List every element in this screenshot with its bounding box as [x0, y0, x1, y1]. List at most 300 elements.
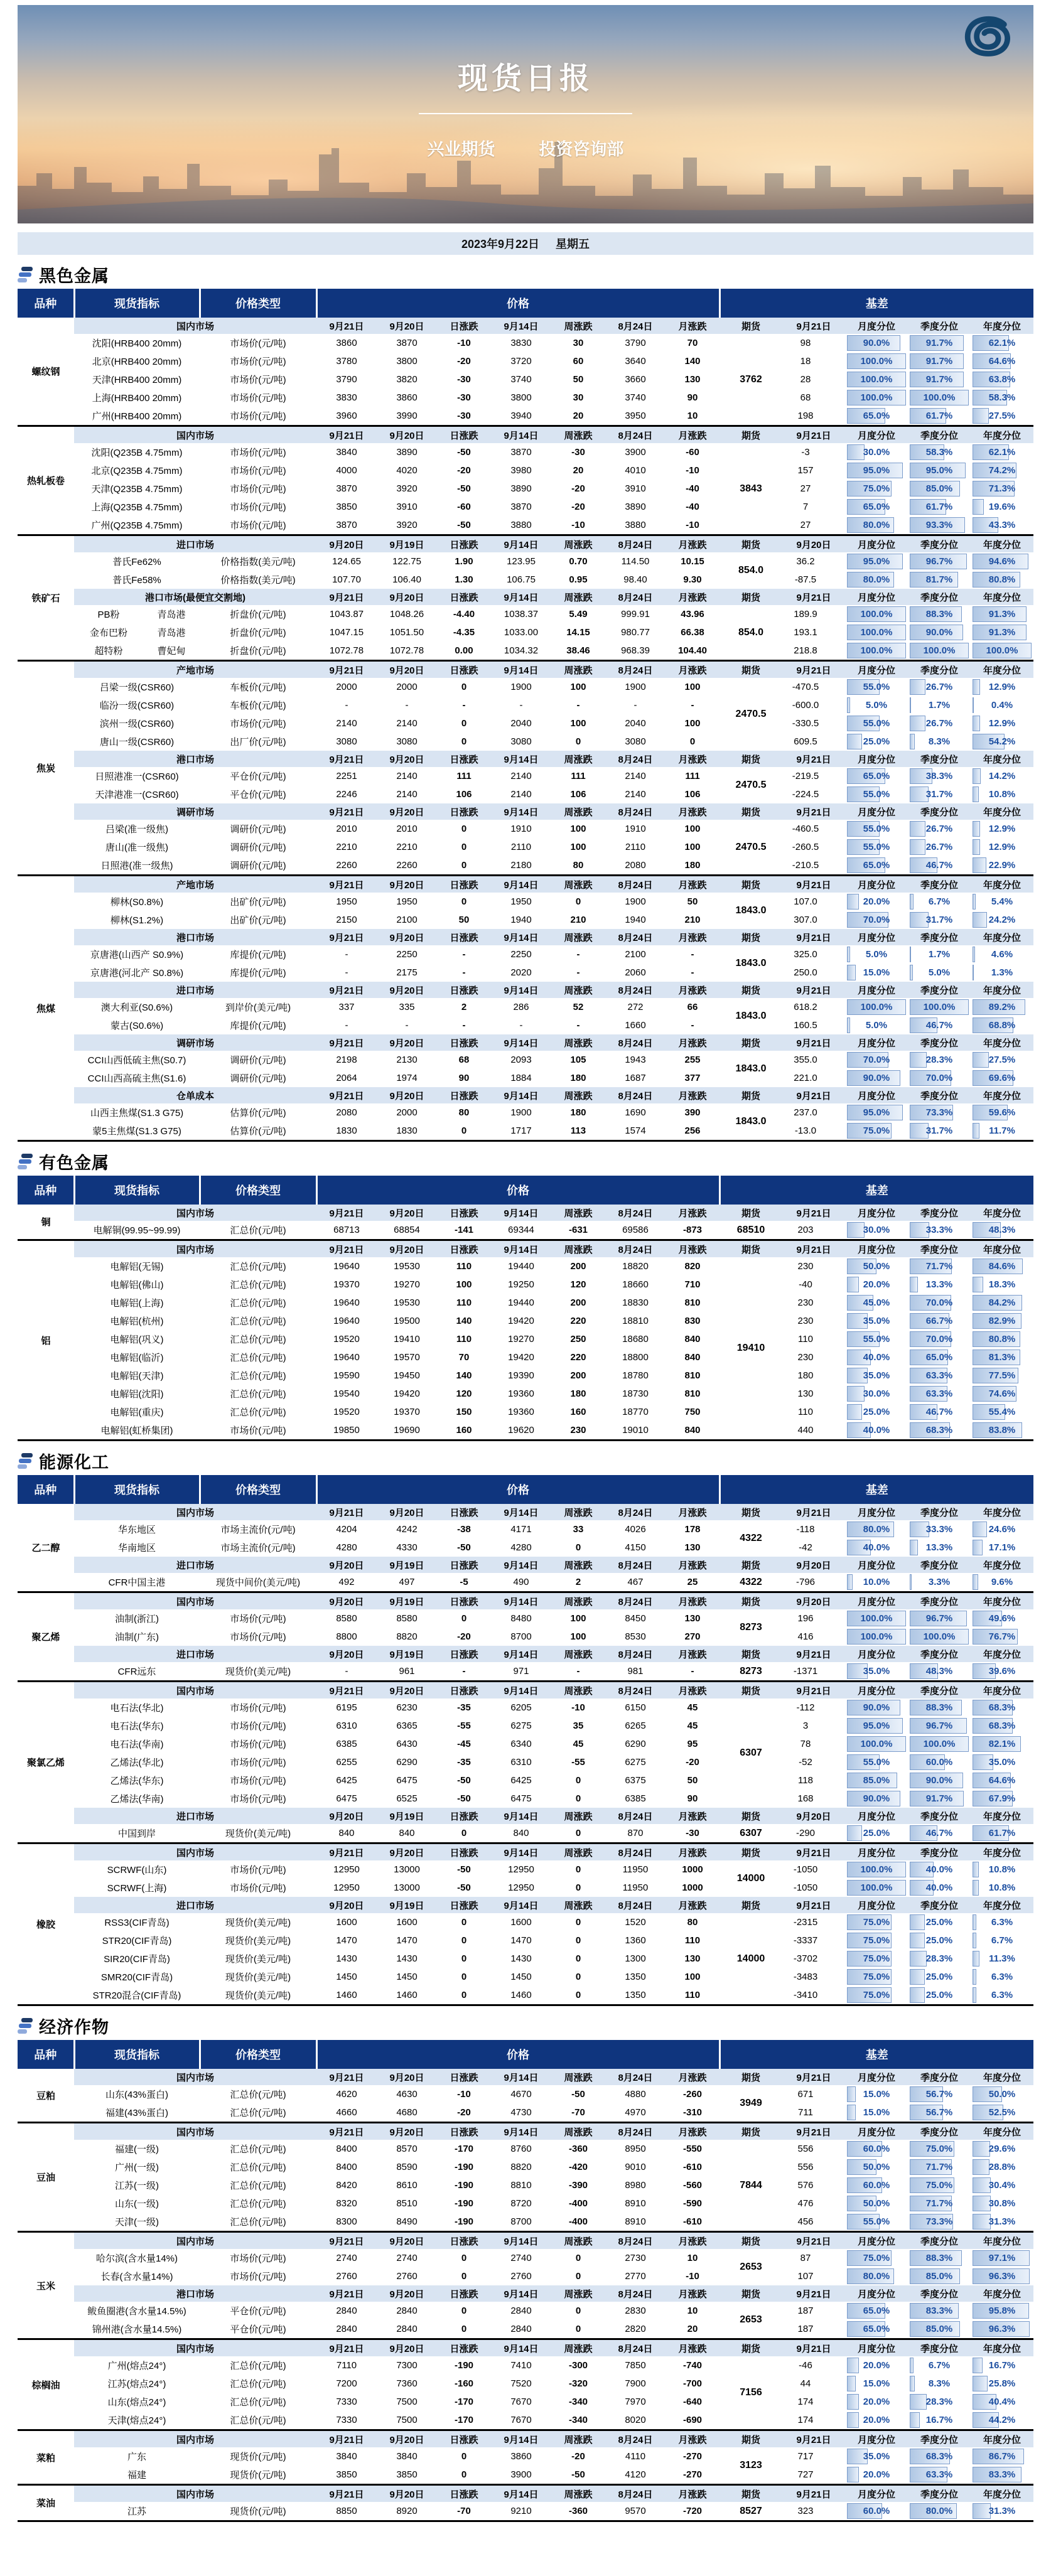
- subheader-col-label: 9月20日: [377, 2486, 437, 2502]
- percentile-bar-cell: [910, 1258, 969, 1274]
- price-d24-cell: 981: [627, 1666, 644, 1677]
- subheader-col-label: 年度分位: [971, 2069, 1033, 2085]
- week-change-cell: 113: [570, 1125, 586, 1136]
- price-d24-cell: 18680: [622, 1334, 649, 1344]
- data-row: [18, 2249, 1033, 2267]
- month-change-cell: 100: [684, 682, 701, 692]
- price-d14-cell: 12950: [508, 1864, 534, 1875]
- percentile-value: 12.9%: [988, 842, 1016, 852]
- price-type-cell: 市场价(元/吨): [230, 1721, 286, 1732]
- subheader-col-label: 月度分位: [845, 1034, 908, 1051]
- percentile-bar-cell: [973, 444, 1032, 460]
- price-d2-cell: 2250: [396, 949, 418, 960]
- yearly-percentile-cell: [971, 1717, 1033, 1735]
- subheader-col-label: 月度分位: [845, 2285, 908, 2302]
- bullet-bar: [18, 1165, 27, 1169]
- section-header-table: [18, 2040, 1033, 2069]
- day-change-cell: -20: [457, 1631, 471, 1642]
- percentile-bar-cell: [910, 1070, 969, 1086]
- price-d24-cell: 8530: [625, 1631, 646, 1642]
- subheader-col-label: 月度分位: [845, 1682, 908, 1699]
- percentile-bar-cell: [847, 463, 906, 478]
- quarterly-percentile-cell: [908, 963, 971, 982]
- subheader-col-label: 9月20日: [377, 1205, 437, 1221]
- subheader-col-label: 期货: [720, 2233, 782, 2249]
- indicator-cell: 上海(HRB400 20mm): [92, 393, 182, 404]
- basis-value-cell: 87: [800, 2253, 811, 2263]
- percentile-bar-cell: [847, 857, 906, 873]
- percentile-value: 90.0%: [925, 627, 953, 638]
- yearly-percentile-cell: [971, 820, 1033, 838]
- price-type-cell: 调研价(元/吨): [230, 861, 286, 871]
- percentile-bar-cell: [910, 2177, 969, 2193]
- month-change-cell: -: [691, 967, 694, 978]
- company-logo-icon: [959, 15, 1017, 59]
- month-change-cell: 10: [687, 2253, 698, 2263]
- futures-price-cell: 3949: [740, 2098, 762, 2108]
- price-d2-cell: 13000: [394, 1882, 420, 1893]
- data-row: [18, 696, 1033, 714]
- subheader-col-label: 9月21日: [782, 982, 845, 998]
- percentile-bar-cell: [910, 463, 969, 478]
- monthly-percentile-cell: [845, 1662, 908, 1680]
- percentile-bar-cell: [847, 372, 906, 387]
- monthly-percentile-cell: [845, 1016, 908, 1034]
- percentile-value: 55.0%: [863, 2216, 890, 2227]
- percentile-value: 15.0%: [863, 2378, 890, 2389]
- percentile-value: 17.1%: [988, 1542, 1016, 1553]
- subheader-col-label: 日涨跌: [437, 876, 491, 893]
- basis-value-cell: -224.5: [792, 789, 819, 800]
- percentile-value: 65.0%: [863, 2305, 890, 2316]
- week-change-cell: -: [576, 1666, 580, 1677]
- day-change-cell: 0: [461, 2305, 467, 2316]
- percentile-value: 55.0%: [863, 1334, 890, 1344]
- day-change-cell: -190: [455, 2198, 474, 2209]
- subheader-col-label: 日涨跌: [437, 1034, 491, 1051]
- percentile-bar-cell: [973, 1540, 1032, 1555]
- subheader-col-label: 8月24日: [605, 1557, 666, 1573]
- percentile-value: 85.0%: [863, 1775, 890, 1786]
- week-change-cell: -: [576, 967, 580, 978]
- week-change-cell: 220: [570, 1316, 586, 1326]
- price-d24-cell: 18810: [622, 1316, 649, 1326]
- subheader-col-label: 月涨跌: [666, 2486, 720, 2502]
- percentile-bar-cell: [973, 2214, 1032, 2230]
- percentile-value: 25.0%: [863, 1828, 890, 1838]
- commodity-group: [18, 1504, 1033, 1593]
- market-subheader-row: [18, 2285, 1033, 2302]
- commodity-group: [18, 1682, 1033, 1844]
- commodity-table: [18, 1205, 1033, 1239]
- basis-value-cell: 180: [797, 1370, 814, 1381]
- percentile-value: 64.6%: [988, 356, 1016, 367]
- basis-value-cell: 107.0: [794, 896, 817, 907]
- monthly-percentile-cell: [845, 1294, 908, 1312]
- price-d24-cell: 1574: [625, 1125, 646, 1136]
- subheader-col-label: 日涨跌: [437, 589, 491, 605]
- subheader-col-label: 年度分位: [971, 2123, 1033, 2140]
- percentile-value: 71.7%: [925, 1261, 953, 1272]
- month-change-cell: 810: [684, 1297, 701, 1308]
- percentile-value: 74.6%: [988, 1388, 1016, 1399]
- subheader-col-label: 年度分位: [971, 2285, 1033, 2302]
- percentile-bar-cell: [847, 1052, 906, 1068]
- price-d2-cell: -: [405, 1020, 409, 1031]
- percentile-value: 40.0%: [863, 1425, 890, 1436]
- percentile-bar-cell: [847, 517, 906, 533]
- subheader-col-label: 周涨跌: [551, 1205, 605, 1221]
- month-change-cell: 710: [684, 1279, 701, 1290]
- percentile-value: 82.9%: [988, 1316, 1016, 1326]
- percentile-value: 25.0%: [925, 1917, 953, 1928]
- variety-cell: 螺纹钢: [18, 318, 74, 425]
- percentile-value: 88.3%: [925, 609, 953, 620]
- week-change-cell: -20: [571, 483, 585, 494]
- data-row: [18, 1790, 1033, 1808]
- subheader-col-label: 期货: [720, 1034, 782, 1051]
- percentile-value: 100.0%: [860, 1002, 893, 1012]
- subheader-col-label: 年度分位: [971, 1808, 1033, 1824]
- percentile-bar-cell: [973, 1313, 1032, 1329]
- indicator-cell: 沈阳(HRB400 20mm): [92, 338, 182, 349]
- price-d14-cell: 9210: [510, 2506, 532, 2516]
- market-subheader-row: [18, 2431, 1033, 2447]
- percentile-bar-cell: [847, 2268, 906, 2284]
- basis-value-cell: 609.5: [794, 736, 817, 747]
- subheader-col-label: 月涨跌: [666, 1557, 720, 1573]
- subheader-col-label: 年度分位: [971, 589, 1033, 605]
- price-d24-cell: 2080: [625, 860, 646, 871]
- subheader-col-label: 9月20日: [377, 751, 437, 767]
- futures-price-cell: 6307: [740, 1827, 762, 1838]
- price-type-cell: 折盘价(元/吨): [230, 609, 286, 620]
- data-row: [18, 1931, 1033, 1950]
- price-d2-cell: 7300: [396, 2360, 418, 2371]
- week-change-cell: 50: [573, 374, 584, 385]
- monthly-percentile-cell: [845, 2447, 908, 2466]
- data-row: [18, 2356, 1033, 2375]
- percentile-value: 100.0%: [860, 392, 893, 403]
- day-change-cell: 0: [461, 718, 467, 729]
- price-d14-cell: 8720: [510, 2198, 532, 2209]
- futures-price-cell: 2470.5: [735, 709, 767, 719]
- subheader-col-label: 期货: [720, 662, 782, 678]
- week-change-cell: 0: [575, 1972, 581, 1982]
- percentile-bar-cell: [910, 408, 969, 424]
- price-type-cell: 市场价(元/吨): [230, 520, 286, 531]
- subheader-col-label: 月度分位: [845, 2123, 908, 2140]
- subheader-col-label: 周涨跌: [551, 2431, 605, 2447]
- futures-price-cell: 854.0: [738, 626, 764, 638]
- data-row: [18, 1520, 1033, 1538]
- week-change-cell: -420: [569, 2162, 588, 2172]
- price-d14-cell: 2140: [510, 771, 532, 781]
- day-change-cell: -45: [457, 1739, 471, 1749]
- data-row: [18, 2140, 1033, 2158]
- percentile-bar-cell: [847, 499, 906, 515]
- month-change-cell: -: [691, 700, 694, 711]
- day-change-cell: 70: [458, 1352, 470, 1363]
- market-label: 国内市场: [74, 2486, 316, 2502]
- subheader-col-label: 9月20日: [782, 536, 845, 552]
- percentile-bar-cell: [910, 734, 969, 749]
- percentile-bar-cell: [847, 716, 906, 731]
- price-d14-cell: 19360: [508, 1388, 534, 1399]
- indicator-cell: 广东: [127, 2452, 146, 2462]
- subheader-col-label: 日涨跌: [437, 929, 491, 945]
- price-type-cell: 汇总价(元/吨): [230, 2199, 286, 2209]
- percentile-value: 67.9%: [988, 1793, 1016, 1804]
- basis-value-cell: 3: [802, 1720, 809, 1731]
- futures-price-cell: 8273: [740, 1622, 762, 1633]
- subheader-col-label: 9月20日: [377, 662, 437, 678]
- price-d24-cell: 4110: [625, 2451, 646, 2462]
- day-change-cell: 0: [461, 1935, 467, 1946]
- indicator-cell: 电解铝(巩义): [110, 1334, 164, 1345]
- price-d14-cell: 3860: [510, 2451, 532, 2462]
- commodity-table: [18, 2069, 1033, 2122]
- subheader-col-label: 9月21日: [316, 2069, 377, 2085]
- subheader-col-label: 年度分位: [971, 929, 1033, 945]
- subheader-col-label: 日涨跌: [437, 2431, 491, 2447]
- percentile-bar-cell: [910, 2394, 969, 2410]
- subheader-col-label: 周涨跌: [551, 2340, 605, 2356]
- price-d2-cell: 2130: [396, 1055, 418, 1065]
- basis-value-cell: 193.1: [794, 627, 817, 638]
- subheader-col-label: 9月21日: [782, 751, 845, 767]
- percentile-value: 38.3%: [925, 771, 953, 781]
- price-d14-cell: 1717: [510, 1125, 532, 1136]
- data-row: [18, 678, 1033, 696]
- subheader-col-label: 9月21日: [782, 1682, 845, 1699]
- subheader-col-label: 9月20日: [782, 1808, 845, 1824]
- indicator-cell: 山东(熔点24°): [107, 2397, 166, 2408]
- day-change-cell: -190: [455, 2180, 474, 2191]
- yearly-percentile-cell: [971, 963, 1033, 982]
- indicator-cell: 华东地区: [117, 1525, 156, 1535]
- subheader-col-label: 9月20日: [316, 1808, 377, 1824]
- basis-value-cell: 476: [797, 2198, 814, 2209]
- indicator-cell: 滨州一级(CSR60): [99, 719, 175, 729]
- percentile-value: 28.3%: [925, 2396, 953, 2407]
- quarterly-percentile-cell: [908, 1735, 971, 1753]
- price-d24-cell: 8450: [625, 1613, 646, 1624]
- percentile-value: 16.7%: [988, 2360, 1016, 2371]
- price-d1-cell: 19850: [333, 1425, 360, 1436]
- indicator-cell: 普氏Fe58%: [112, 575, 161, 586]
- variety-cell: 铝: [18, 1241, 74, 1439]
- day-change-cell: 0: [461, 1953, 467, 1964]
- price-d2-cell: 4020: [396, 465, 418, 476]
- quarterly-percentile-cell: [908, 1403, 971, 1421]
- percentile-bar-cell: [847, 2105, 906, 2120]
- market-subheader-row: [18, 1557, 1033, 1573]
- percentile-value: 75.0%: [863, 1990, 890, 2000]
- percentile-bar-cell: [973, 606, 1032, 622]
- week-change-cell: 105: [570, 1055, 586, 1065]
- price-d24-cell: 18820: [622, 1261, 649, 1272]
- subheader-col-label: 月度分位: [845, 1087, 908, 1103]
- basis-value-cell: -219.5: [792, 771, 819, 781]
- monthly-percentile-cell: [845, 1860, 908, 1879]
- subheader-col-label: 季度分位: [908, 662, 971, 678]
- monthly-percentile-cell: [845, 1699, 908, 1717]
- percentile-value: 91.7%: [925, 1793, 953, 1804]
- subheader-col-label: 9月14日: [491, 1682, 551, 1699]
- month-change-cell: -610: [683, 2162, 703, 2172]
- day-change-cell: -: [462, 700, 466, 711]
- percentile-value: 75.0%: [863, 2253, 890, 2263]
- subheader-col-label: 周涨跌: [551, 536, 605, 552]
- percentile-bar-cell: [910, 1629, 969, 1645]
- month-change-cell: -720: [683, 2506, 703, 2516]
- day-change-cell: 110: [456, 1297, 472, 1308]
- percentile-value: 28.3%: [925, 1953, 953, 1964]
- subheader-col-label: 8月24日: [605, 1034, 666, 1051]
- subheader-col-label: 期货: [720, 536, 782, 552]
- percentile-bar-cell: [847, 1611, 906, 1626]
- yearly-percentile-cell: [971, 1860, 1033, 1879]
- subheader-col-label: 周涨跌: [551, 1897, 605, 1913]
- subheader-col-label: 9月21日: [316, 2285, 377, 2302]
- month-change-cell: 1000: [682, 1864, 703, 1875]
- market-label: 国内市场: [74, 2123, 316, 2140]
- data-row: [18, 1950, 1033, 1968]
- subheader-col-label: 月度分位: [845, 318, 908, 334]
- price-d1-cell: 2010: [336, 824, 357, 834]
- percentile-value: 96.3%: [988, 2271, 1016, 2282]
- week-change-cell: 0: [575, 2324, 581, 2334]
- market-subheader-row: [18, 2340, 1033, 2356]
- basis-value-cell: 157: [797, 465, 814, 476]
- yearly-percentile-cell: [971, 767, 1033, 785]
- subheader-col-label: 9月21日: [316, 1241, 377, 1257]
- indicator-cell: CCI山西低硫主焦(S0.7): [87, 1055, 186, 1066]
- quarterly-percentile-cell: [908, 2502, 971, 2520]
- commodity-group: [18, 2123, 1033, 2233]
- quarterly-percentile-cell: [908, 407, 971, 425]
- subheader-col-label: 年度分位: [971, 427, 1033, 443]
- price-d1-cell: 8850: [336, 2506, 357, 2516]
- month-change-cell: -10: [686, 2271, 699, 2282]
- percentile-bar-cell: [847, 1574, 906, 1590]
- price-d2-cell: 2175: [396, 967, 418, 978]
- price-d14-cell: 19440: [508, 1297, 534, 1308]
- yearly-percentile-cell: [971, 2302, 1033, 2320]
- percentile-bar-cell: [910, 606, 969, 622]
- month-change-cell: -40: [686, 483, 699, 494]
- market-subheader-row: [18, 982, 1033, 998]
- price-d2-cell: 2010: [396, 824, 418, 834]
- price-d1-cell: 8400: [336, 2144, 357, 2154]
- percentile-bar-cell: [910, 716, 969, 731]
- price-d1-cell: 12950: [333, 1882, 360, 1893]
- day-change-cell: -20: [457, 2107, 471, 2118]
- indicator-cell: SCRWF(山东): [107, 1865, 167, 1876]
- percentile-value: 75.0%: [863, 1917, 890, 1928]
- percentile-value: 1.7%: [928, 700, 951, 711]
- price-type-cell: 汇总价(元/吨): [230, 2361, 286, 2371]
- variety-cell: 热轧板卷: [18, 427, 74, 534]
- day-change-cell: 160: [456, 1425, 472, 1436]
- subheader-col-label: 月涨跌: [666, 929, 720, 945]
- month-change-cell: 90: [687, 392, 698, 403]
- price-d1-cell: 2760: [336, 2271, 357, 2282]
- percentile-bar-cell: [910, 999, 969, 1015]
- percentile-bar-cell: [910, 1718, 969, 1734]
- yearly-percentile-cell: [971, 856, 1033, 874]
- indicator-cell: 澳大利亚(S0.6%): [100, 1002, 173, 1013]
- bullet-bar: [18, 278, 27, 282]
- week-change-cell: 0: [575, 1864, 581, 1875]
- yearly-percentile-cell: [971, 641, 1033, 660]
- commodity-group: [18, 876, 1033, 1142]
- data-row: [18, 1421, 1033, 1439]
- percentile-value: 30.0%: [863, 1225, 890, 1235]
- percentile-value: 35.0%: [988, 1757, 1016, 1768]
- month-change-cell: 66: [687, 1002, 698, 1012]
- commodity-table: [18, 2123, 1033, 2231]
- week-change-cell: 180: [570, 1107, 586, 1118]
- subheader-col-label: 年度分位: [971, 1504, 1033, 1520]
- subheader-col-label: 月涨跌: [666, 2340, 720, 2356]
- variety-cell: 玉米: [18, 2233, 74, 2338]
- subheader-col-label: 月度分位: [845, 1241, 908, 1257]
- price-d24-cell: 4120: [625, 2469, 646, 2480]
- subheader-col-label: 8月24日: [605, 1646, 666, 1662]
- percentile-value: 28.3%: [925, 1055, 953, 1065]
- price-type-cell: 价格指数(美元/吨): [220, 575, 296, 586]
- percentile-value: 61.7%: [988, 1828, 1016, 1838]
- week-change-cell: 111: [571, 771, 586, 781]
- price-d1-cell: 8800: [336, 1631, 357, 1642]
- percentile-bar-cell: [973, 2268, 1032, 2284]
- subheader-col-label: 周涨跌: [551, 876, 605, 893]
- yearly-percentile-cell: [971, 443, 1033, 461]
- subheader-col-label: 月涨跌: [666, 876, 720, 893]
- price-d1-cell: 4000: [336, 465, 357, 476]
- basis-value-cell: 110: [798, 1334, 813, 1344]
- monthly-percentile-cell: [845, 2466, 908, 2484]
- percentile-bar-cell: [910, 857, 969, 873]
- monthly-percentile-cell: [845, 1312, 908, 1330]
- percentile-bar-cell: [910, 353, 969, 369]
- price-d14-cell: 3740: [510, 374, 532, 385]
- week-change-cell: -55: [571, 1757, 585, 1768]
- price-type-cell: 汇总价(元/吨): [230, 1353, 286, 1363]
- price-d24-cell: 3640: [625, 356, 646, 367]
- subheader-col-label: 日涨跌: [437, 982, 491, 998]
- month-change-cell: 840: [684, 1425, 701, 1436]
- monthly-percentile-cell: [845, 2267, 908, 2285]
- subheader-col-label: 年度分位: [971, 1897, 1033, 1913]
- price-d14-cell: 1034.32: [504, 645, 539, 656]
- percentile-bar-cell: [973, 1258, 1032, 1274]
- subheader-col-label: 期货: [720, 1205, 782, 1221]
- basis-value-cell: 174: [797, 2415, 814, 2425]
- subheader-col-label: 季度分位: [908, 427, 971, 443]
- quarterly-percentile-cell: [908, 498, 971, 516]
- price-d24-cell: 467: [627, 1577, 644, 1587]
- day-change-cell: -190: [455, 2360, 474, 2371]
- quarterly-percentile-cell: [908, 2085, 971, 2103]
- subheader-col-label: 月涨跌: [666, 662, 720, 678]
- indicator-cell: 京唐港(河北产 S0.8%): [90, 968, 184, 979]
- futures-price-cell: 1843.0: [735, 1063, 767, 1074]
- percentile-bar-cell: [973, 572, 1032, 588]
- percentile-value: 16.7%: [925, 2415, 953, 2425]
